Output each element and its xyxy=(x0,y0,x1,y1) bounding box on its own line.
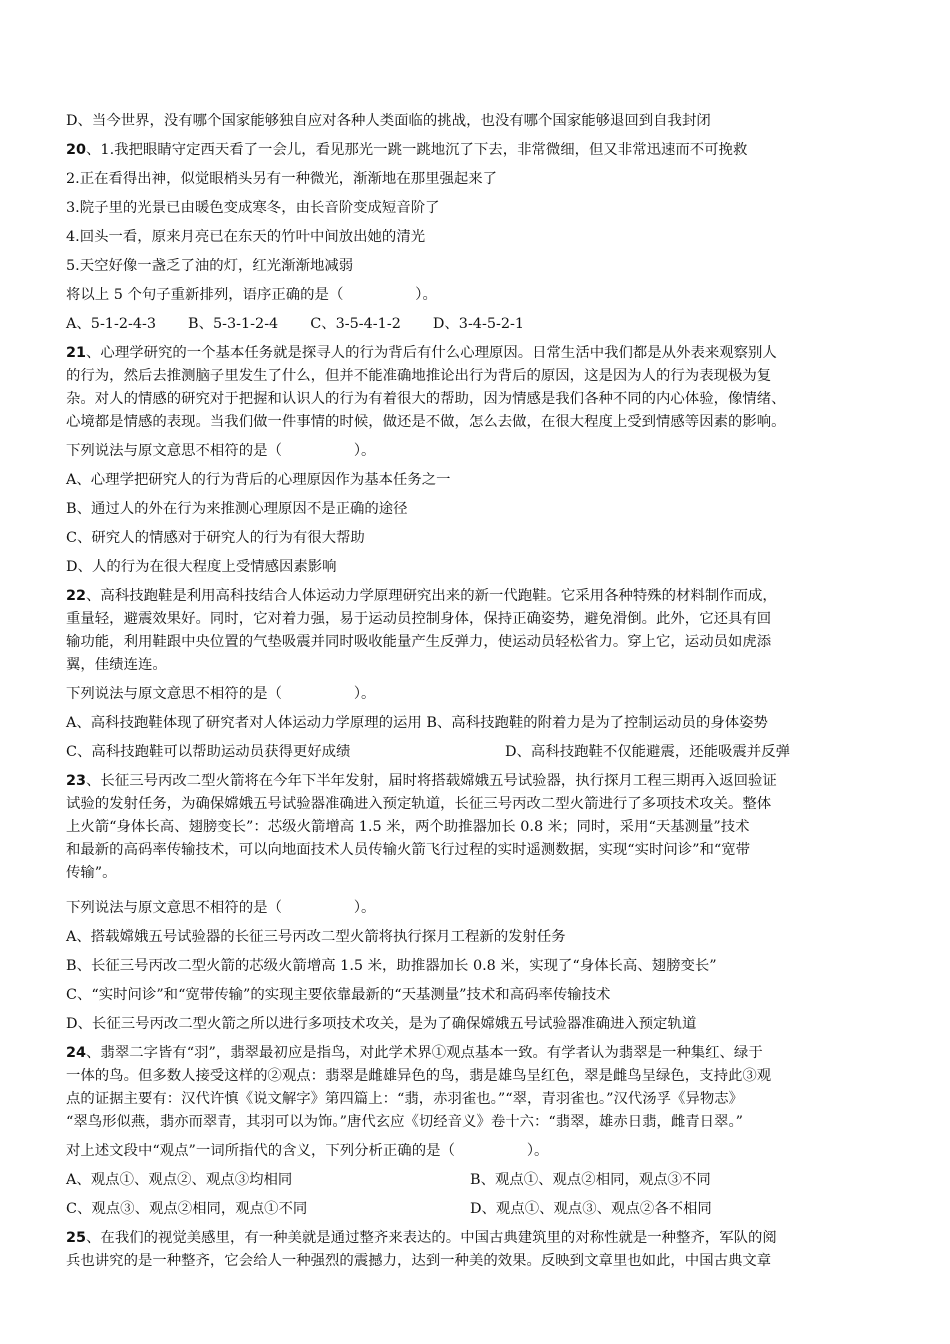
q20-number: 20 xyxy=(66,142,87,158)
q24-passage-line-2: 一体的鸟。但多数人接受这样的②观点：翡翠是雌雄异色的鸟，翡是雄鸟呈红色，翠是雌鸟呈绿色，支持此③观 xyxy=(66,1068,772,1084)
q20-option-b: B、5-3-1-2-4 xyxy=(188,316,279,332)
q24-stem: 对上述文段中“观点”一词所指代的含义，下列分析正确的是（ ）。 xyxy=(66,1143,549,1159)
q20-option-d: D、3-4-5-2-1 xyxy=(432,316,525,332)
q23-passage-line-1 xyxy=(66,771,777,791)
q23-option-c: C、“实时问诊”和“宽带传输”的实现主要依靠最新的“天基测量”技术和高码率传输技术 xyxy=(66,987,611,1003)
q20-option-c: C、3-5-4-1-2 xyxy=(310,316,401,332)
q20-sentence-1 xyxy=(66,140,747,160)
q20-option-a: A、5-1-2-4-3 xyxy=(66,316,157,332)
q23-passage-line-2: 试验的发射任务，为确保嫦娥五号试验器准确进入预定轨道，长征三号丙改二型火箭进行了多项技术攻关。整体 xyxy=(66,796,772,812)
q21-passage-line-1 xyxy=(66,343,777,363)
q22-passage-line-3: 输功能，利用鞋跟中央位置的气垫吸震并同时吸收能量产生反弹力，使运动员轻松省力。穿上它，运动员如虎添 xyxy=(66,634,772,650)
q24-option-a: A、观点①、观点②、观点③均相同 xyxy=(66,1172,293,1188)
q21-stem: 下列说法与原文意思不相符的是（ ）。 xyxy=(66,443,376,459)
q21-option-d: D、人的行为在很大程度上受情感因素影响 xyxy=(66,559,337,575)
q24-passage-line-3: 点的证据主要有：汉代许慎《说文解字》第四篇上：“翡，赤羽雀也。”“翠，青羽雀也。”汉代汤孚《异物志》 xyxy=(66,1091,743,1107)
q22-option-c: C、高科技跑鞋可以帮助运动员获得更好成绩 xyxy=(66,744,351,760)
q21-p1-text: 、心理学研究的一个基本任务就是探寻人的行为背后有什么心理原因。日常生活中我们都是从外表来观察别人 xyxy=(86,345,777,361)
q20-sentence-3: 3.院子里的光景已由暖色变成寒冬，由长音阶变成短音阶了 xyxy=(66,200,440,216)
q20-stem: 将以上 5 个句子重新排列，语序正确的是（ ）。 xyxy=(66,287,437,303)
q21-option-c: C、研究人的情感对于研究人的行为有很大帮助 xyxy=(66,530,365,546)
q20-s1-text: 、1.我把眼睛守定西天看了一会儿，看见那光一跳一跳地沉了下去，非常微细，但又非常迅速而不可挽救 xyxy=(86,142,748,158)
q24-p1-text: 、翡翠二字皆有“羽”，翡翠最初应是指鸟，对此学术界①观点基本一致。有学者认为翡翠是一种集红、绿于 xyxy=(86,1045,763,1061)
q21-option-a: A、心理学把研究人的行为背后的心理原因作为基本任务之一 xyxy=(66,472,451,488)
q25-number: 25 xyxy=(66,1230,87,1246)
q20-options xyxy=(66,314,556,334)
q24-passage-line-4: “翠鸟形似燕，翡亦而翠青，其羽可以为饰。”唐代玄应《切经音义》卷十六：“翡翠，雄赤日翡，雌青日翠。” xyxy=(66,1114,743,1130)
q24-passage-line-1 xyxy=(66,1043,763,1063)
q22-passage-line-2: 重量轻，避震效果好。同时，它对着力强，易于运动员控制身体，保持正确姿势，避免滑倒。此外，它还具有回 xyxy=(66,611,772,627)
q23-option-a: A、搭载嫦娥五号试验器的长征三号丙改二型火箭将执行探月工程新的发射任务 xyxy=(66,929,566,945)
q25-passage-line-2: 兵也讲究的是一种整齐，它会给人一种强烈的震撼力，达到一种美的效果。反映到文章里也如此，中国古典文章 xyxy=(66,1253,772,1269)
q21-number: 21 xyxy=(66,345,87,361)
q24-option-c: C、观点③、观点②相同，观点①不同 xyxy=(66,1201,308,1217)
q22-passage-line-4: 翼，佳绩连连。 xyxy=(66,657,167,673)
q22-option-d: D、高科技跑鞋不仅能避震，还能吸震并反弹 xyxy=(505,744,790,760)
q24-number: 24 xyxy=(66,1045,87,1061)
q25-p1-text: 、在我们的视觉美感里，有一种美就是通过整齐来表达的。中国古典建筑里的对称性就是一种整齐，军队的阅 xyxy=(86,1230,777,1246)
q20-sentence-4: 4.回头一看，原来月亮已在东天的竹叶中间放出她的清光 xyxy=(66,229,426,245)
q22-options-ab: A、高科技跑鞋体现了研究者对人体运动力学原理的运用 B、高科技跑鞋的附着力是为了控制运动员的身体姿势 xyxy=(66,715,768,731)
q23-option-b: B、长征三号丙改二型火箭的芯级火箭增高 1.5 米，助推器加长 0.8 米，实现了“身体长高、翅膀变长” xyxy=(66,958,717,974)
q23-p1-text: 、长征三号丙改二型火箭将在今年下半年发射，届时将搭载嫦娥五号试验器，执行探月工程三期再入返回验证 xyxy=(86,773,777,789)
q19-option-d: D、当今世界，没有哪个国家能够独自应对各种人类面临的挑战，也没有哪个国家能够退回到自我封闭 xyxy=(66,113,711,129)
q23-passage-line-4: 和最新的高码率传输技术，可以向地面技术人员传输火箭飞行过程的实时遥测数据，实现“实时问诊”和“宽带 xyxy=(66,842,751,858)
q20-sentence-5: 5.天空好像一盏乏了油的灯，红光渐渐地减弱 xyxy=(66,258,354,274)
q21-passage-line-2: 的行为，然后去推测脑子里发生了什么，但并不能准确地推论出行为背后的原因，这是因为人的行为表现极为复 xyxy=(66,368,772,384)
q25-passage-line-1 xyxy=(66,1228,777,1248)
q22-p1-text: 、高科技跑鞋是利用高科技结合人体运动力学原理研究出来的新一代跑鞋。它采用各种特殊的材料制作而成， xyxy=(86,588,777,604)
q23-stem: 下列说法与原文意思不相符的是（ ）。 xyxy=(66,900,376,916)
q24-option-b: B、观点①、观点②相同，观点③不同 xyxy=(470,1172,711,1188)
q23-number: 23 xyxy=(66,773,87,789)
q23-option-d: D、长征三号丙改二型火箭之所以进行多项技术攻关，是为了确保嫦娥五号试验器准确进入预定轨道 xyxy=(66,1016,697,1032)
q22-number: 22 xyxy=(66,588,87,604)
q24-option-d: D、观点①、观点③、观点②各不相同 xyxy=(470,1201,712,1217)
q23-passage-line-5: 传输”。 xyxy=(66,865,117,881)
q22-stem: 下列说法与原文意思不相符的是（ ）。 xyxy=(66,686,376,702)
q20-sentence-2: 2.正在看得出神，似觉眼梢头另有一种微光，渐渐地在那里强起来了 xyxy=(66,171,498,187)
q21-passage-line-3: 杂。对人的情感的研究对于把握和认识人的行为有着很大的帮助，因为情感是我们各种不同的内心体验，像情绪、 xyxy=(66,391,786,407)
q21-option-b: B、通过人的外在行为来推测心理原因不是正确的途径 xyxy=(66,501,408,517)
q23-passage-line-3: 上火箭“身体长高、翅膀变长”：芯级火箭增高 1.5 米，两个助推器加长 0.8 米；同时，采用“天基测量”技术 xyxy=(66,819,750,835)
q22-passage-line-1 xyxy=(66,586,777,606)
q21-passage-line-4: 心境都是情感的表现。当我们做一件事情的时候，做还是不做，怎么去做，在很大程度上受到情感等因素的影响。 xyxy=(66,414,786,430)
